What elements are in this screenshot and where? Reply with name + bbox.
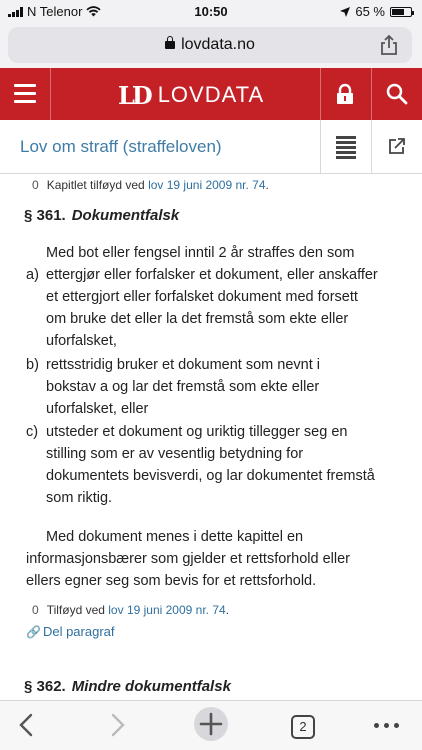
link-icon: 🔗 — [26, 625, 41, 639]
external-share-icon[interactable] — [387, 136, 407, 156]
header-divider — [371, 68, 372, 120]
carrier-name: N Telenor — [27, 4, 83, 19]
address-bar[interactable] — [8, 27, 412, 63]
battery-icon — [390, 7, 412, 17]
logo-mark: LD — [118, 80, 150, 110]
note-suffix: . — [265, 178, 269, 192]
plus-icon — [194, 707, 228, 741]
text-line: uforfalsket, eller — [46, 401, 149, 417]
document-title-bar — [0, 120, 422, 174]
list-item-text — [46, 421, 402, 509]
note-number: 0 — [32, 178, 39, 192]
text-line: utsteder et dokument og uriktig tillegger seg en — [46, 424, 348, 440]
search-icon[interactable] — [385, 82, 409, 106]
amendment-note — [32, 603, 229, 617]
text-line: om bruke det eller la det fremstå som ekte eller — [46, 311, 349, 327]
header-divider — [50, 68, 51, 120]
lovdata-logo[interactable] — [118, 81, 264, 109]
table-of-contents-icon[interactable] — [336, 136, 356, 156]
header-divider — [320, 68, 321, 120]
back-icon[interactable] — [16, 709, 36, 741]
title-divider — [371, 120, 372, 174]
note-suffix: . — [225, 603, 230, 617]
list-item-text — [46, 264, 402, 352]
forward-icon[interactable] — [108, 709, 128, 741]
list-item-label: a) — [26, 267, 39, 283]
section-heading-362 — [24, 678, 231, 695]
status-right — [340, 4, 412, 19]
url-display[interactable] — [8, 36, 412, 54]
battery-fill — [392, 9, 404, 15]
text-line: som riktig. — [46, 490, 113, 506]
text-line: ellers egner seg som bevis for et rettsforhold. — [26, 573, 317, 589]
url-text: lovdata.no — [181, 36, 255, 53]
text-line: dokumentets bevisverdi, og lar dokumentet fremstå — [46, 468, 375, 484]
share-icon[interactable] — [378, 34, 400, 56]
share-paragraph-label: Del paragraf — [42, 624, 115, 639]
law-content — [0, 174, 422, 700]
tabs-count-button[interactable]: 2 — [291, 715, 315, 739]
section-title: Dokumentfalsk — [71, 207, 180, 224]
list-item-label: c) — [26, 424, 39, 440]
new-tab-button[interactable] — [194, 707, 228, 741]
more-options-icon[interactable] — [374, 723, 399, 728]
text-line: et ettergjort eller forfalsket dokument med forsett — [46, 289, 358, 305]
text-line: bokstav a og lar det fremstå som ekte eller — [46, 379, 320, 395]
note-text: Tilføyd ved — [46, 603, 109, 617]
text-line: informasjonsbærer som gjelder et rettsforhold eller — [26, 551, 350, 567]
list-item-label: b) — [26, 357, 39, 373]
title-divider — [320, 120, 321, 174]
section-heading-361 — [24, 207, 179, 224]
amendment-note — [32, 178, 269, 192]
browser-url-area — [0, 22, 422, 68]
browser-toolbar — [0, 700, 422, 750]
text-line: rettsstridig bruker et dokument som nevnt i — [46, 357, 321, 373]
logo-text: LOVDATA — [157, 82, 265, 107]
document-title[interactable]: Lov om straff (straffeloven) — [20, 137, 222, 156]
section-paragraph-2 — [26, 526, 406, 592]
status-time: 10:50 — [194, 4, 228, 19]
menu-icon[interactable] — [14, 84, 36, 104]
list-item-text — [46, 354, 402, 420]
note-text: Kapitlet tilføyd ved — [46, 178, 149, 192]
note-number: 0 — [32, 603, 39, 617]
login-lock-icon[interactable] — [334, 83, 356, 105]
section-number: § 362. — [24, 678, 66, 695]
text-line: ettergjør eller forfalsker et dokument, eller anskaffer — [46, 267, 378, 283]
text-line: stilling som er av vesentlig betydning for — [46, 446, 304, 462]
site-header — [0, 68, 422, 120]
text-line: Med dokument menes i dette kapittel en — [46, 529, 304, 545]
secure-lock-icon — [165, 41, 175, 49]
section-title: Mindre dokumentfalsk — [71, 678, 231, 695]
text-line: uforfalsket, — [46, 333, 117, 349]
law-reference-link[interactable]: lov 19 juni 2009 nr. 74 — [148, 178, 266, 192]
section-intro: Med bot eller fengsel inntil 2 år straffes den som — [46, 245, 355, 261]
status-bar — [0, 0, 422, 22]
section-number: § 361. — [24, 207, 66, 224]
location-arrow-icon — [340, 7, 350, 17]
share-paragraph-link[interactable] — [26, 624, 115, 639]
battery-percent: 65 % — [355, 4, 385, 19]
law-reference-link[interactable]: lov 19 juni 2009 nr. 74 — [108, 603, 226, 617]
